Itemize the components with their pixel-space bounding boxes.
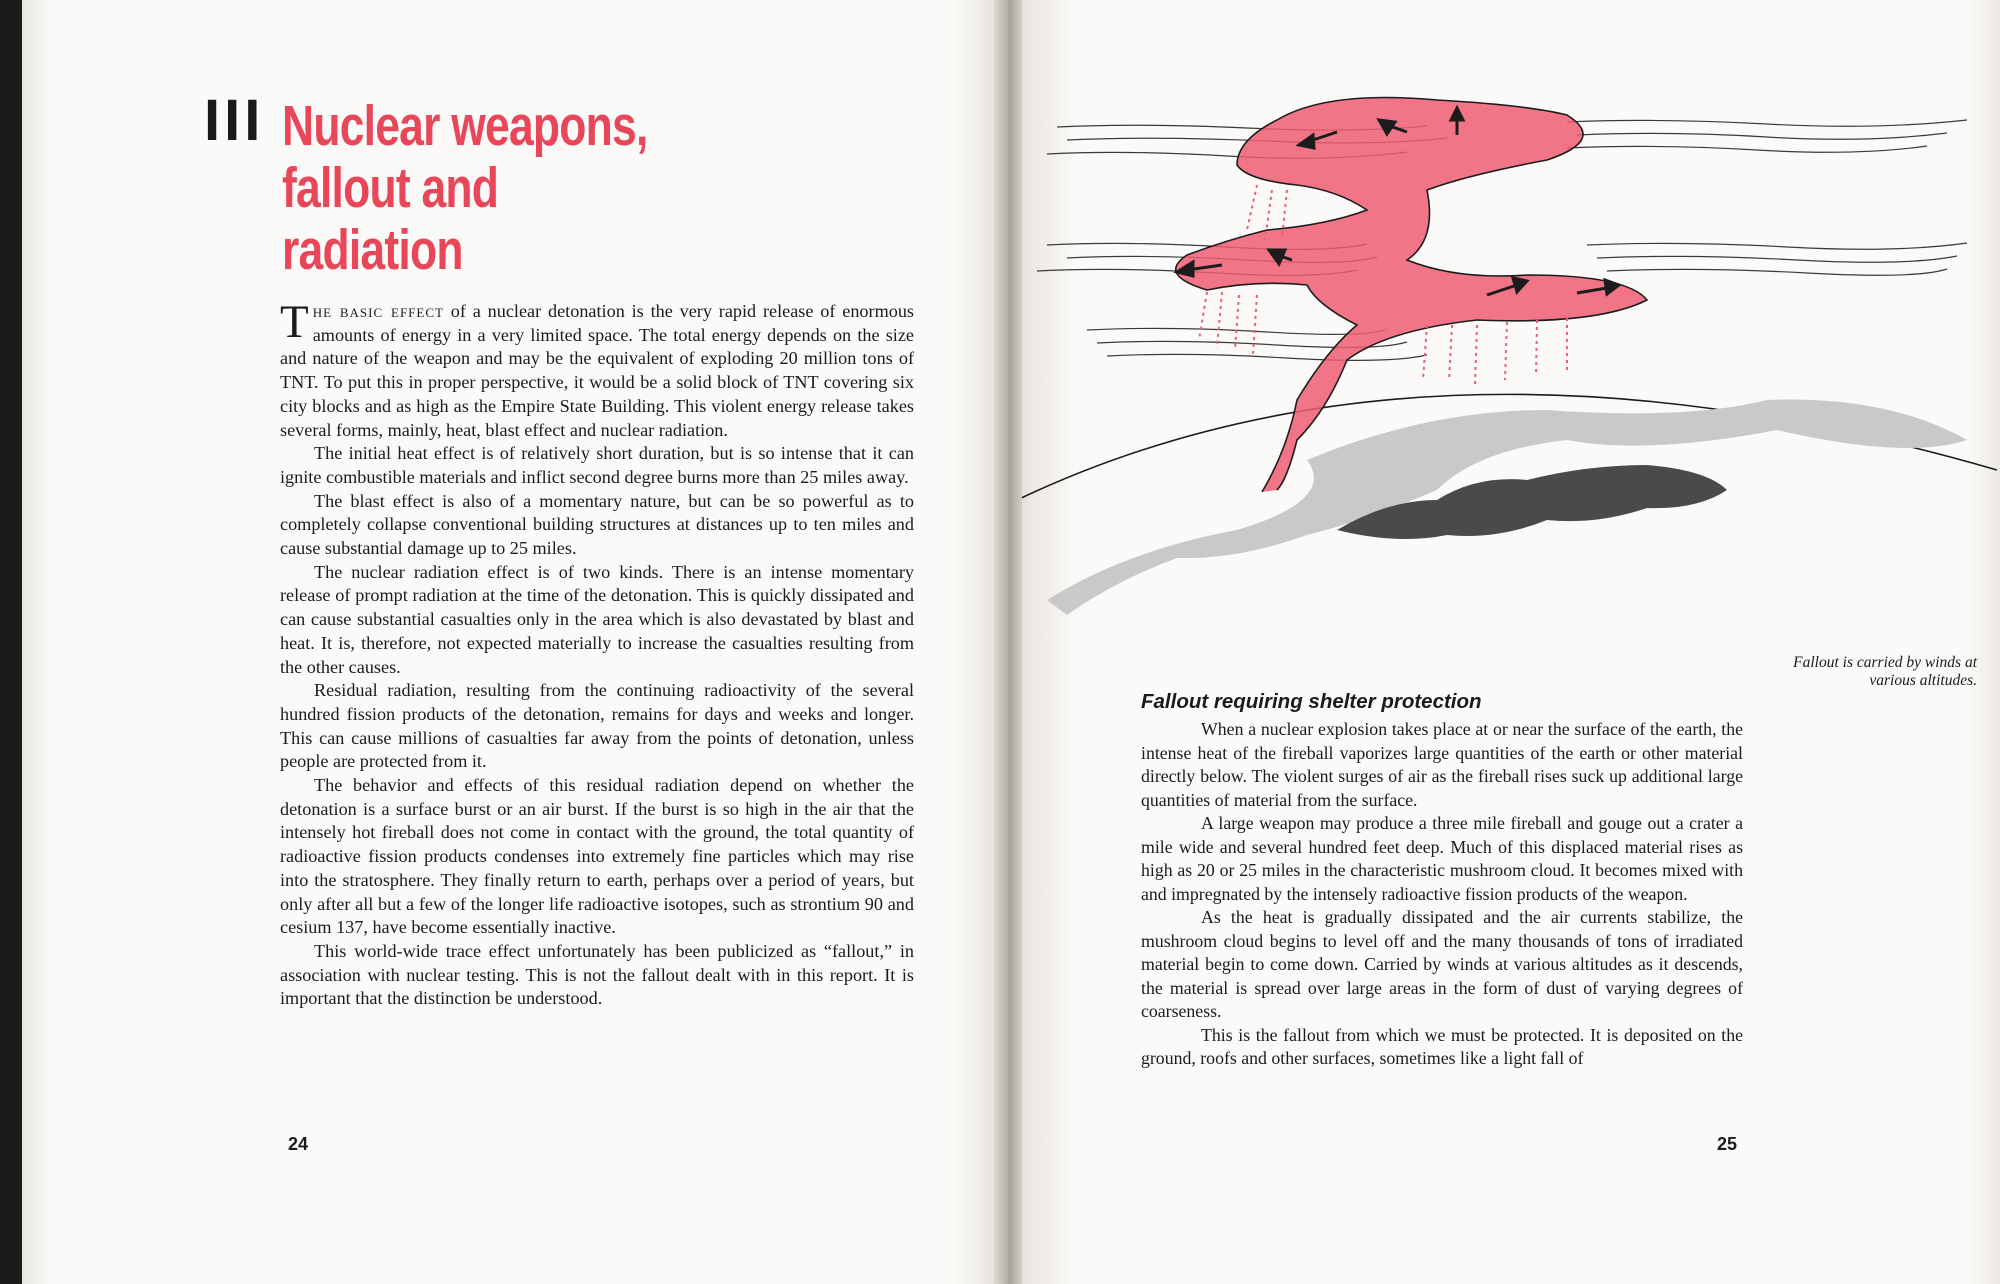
paragraph-text: of a nuclear detonation is the very rapid release of enormous amounts of energy in a very limited space. The total energy depends on the size and nature of the weapon and may be the equivalent of exploding 20 million tons of TNT. To put this in proper perspective, it would be a solid block of TNT covering six city blocks and as high as the Empire State Building. This violent energy release takes several forms, mainly, heat, blast effect and nuclear radiation.	[280, 301, 914, 440]
paragraph: This world-wide trace effect unfortunately has been publicized as “fallout,” in association with nuclear testing. This is not the fallout dealt with in this report. It is important that the distinction be understood.	[280, 940, 914, 1009]
paragraph	[280, 296, 914, 442]
left-page	[22, 0, 1007, 1284]
chapter-title-line-2: fallout and radiation	[282, 156, 499, 282]
left-body-text	[280, 296, 914, 1011]
drop-cap: T	[280, 296, 309, 348]
right-body-text	[1141, 718, 1743, 1071]
paragraph: When a nuclear explosion takes place at or near the surface of the earth, the intense heat of the fireball vaporizes large quantities of the earth or other material directly below. The violent surges of air as the fireball rises suck up additional large quantities of material from the surface.	[1141, 719, 1743, 810]
small-caps-lead: he basic effect	[312, 301, 444, 321]
section-heading: Fallout requiring shelter protection	[1141, 690, 1482, 713]
paragraph: The initial heat effect is of relatively short duration, but is so intense that it can ignite combustible materials and inflict second degree burns more than 25 miles away.	[280, 443, 914, 487]
page-number: 25	[1717, 1134, 1738, 1154]
paragraph: This is the fallout from which we must be protected. It is deposited on the ground, roofs and other surfaces, sometimes like a light fall of	[1141, 1024, 1743, 1068]
book-gutter	[994, 0, 1022, 1284]
chapter-title	[282, 95, 656, 281]
paragraph: The behavior and effects of this residual radiation depend on whether the detonation is a surface burst or an air burst. If the burst is so high in the air that the intensely hot fireball does not come in contact with the ground, the total quantity of radioactive fission products condenses into extremely fine particles which may rise into the stratosphere. They finally return to earth, perhaps over a period of years, but only after all but a few of the longer life radioactive isotopes, such as strontium 90 and cesium 137, have become essentially inactive.	[280, 775, 914, 938]
figure-caption: Fallout is carried by winds at various altitudes.	[1793, 654, 1977, 689]
paragraph: As the heat is gradually dissipated and the air currents stabilize, the mushroom cloud begins to level off and the many thousands of tons of irradiated material begin to come down. Carried by winds at various altitudes as it descends, the material is spread over large areas in the form of dust of varying degrees of coarseness.	[1141, 907, 1743, 1021]
paragraph: The blast effect is also of a momentary nature, but can be so powerful as to completely collapse conventional building structures at distances up to ten miles and cause substantial damage up to 25 miles.	[280, 490, 914, 559]
chapter-number: III	[204, 88, 265, 153]
paragraph: The nuclear radiation effect is of two kinds. There is an intense momentary release of prompt radiation at the time of the detonation. This is quickly dissipated and can cause substantial casualties only in the area which is also devastated by blast and heat. It is, therefore, not expected materially to increase the casualties resulting from the other causes.	[280, 561, 914, 677]
paragraph: A large weapon may produce a three mile fireball and gouge out a crater a mile wide and several hundred feet deep. Much of this displaced material rises as high as 20 or 25 miles in the characteristic mushroom cloud. It becomes mixed with and impregnated by the intensely radioactive fission products of the weapon.	[1141, 813, 1743, 904]
right-page	[1007, 0, 2000, 1284]
paragraph: Residual radiation, resulting from the continuing radioactivity of the several hundred fission products of the detonation, remains for days and weeks and longer. This can cause millions of casualties far away from the points of detonation, unless people are protected from it.	[280, 680, 914, 772]
chapter-title-line-1: Nuclear weapons,	[282, 94, 648, 158]
page-number: 24	[288, 1134, 309, 1154]
mushroom-cloud-illustration	[1007, 80, 2000, 640]
